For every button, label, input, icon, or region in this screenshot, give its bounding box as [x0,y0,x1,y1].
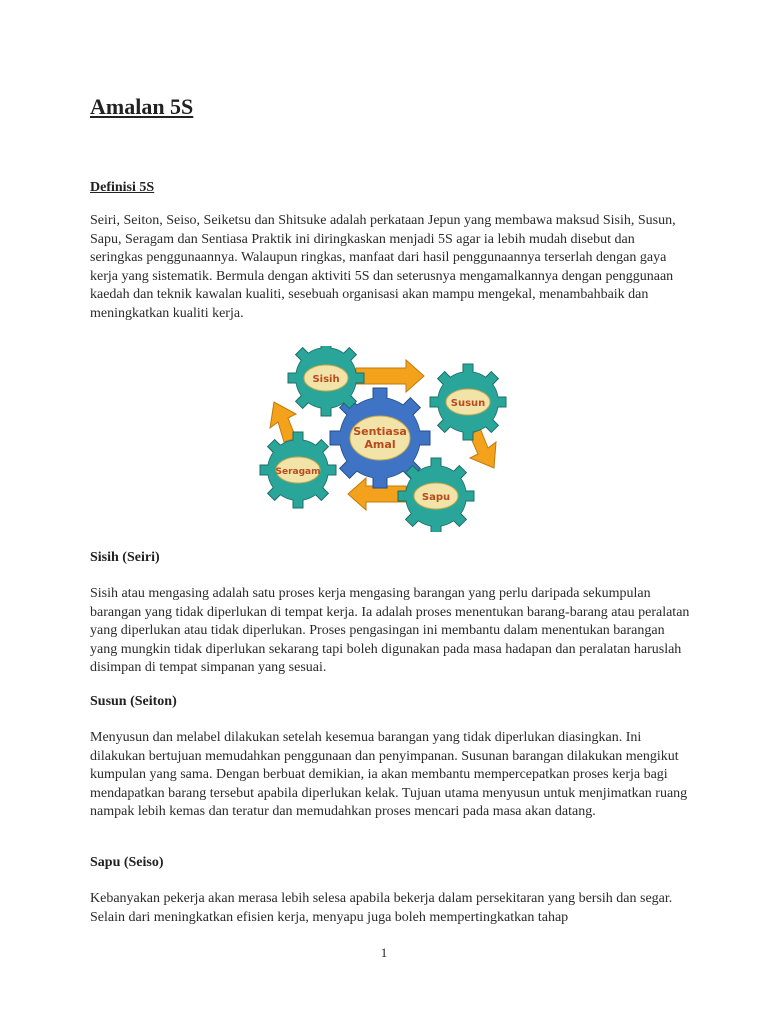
page-title: Amalan 5S [90,94,194,119]
gear-sisih [288,346,364,416]
definition-heading: Definisi 5S [90,180,155,195]
gear-susun [430,364,506,440]
arrow-seragam-to-sisih [270,402,296,442]
gear-seragam [260,432,336,508]
definition-paragraph: Seiri, Seiton, Seiso, Seiketsu dan Shitsuke adalah perkataan Jepun yang membawa maksud Sisih, Susun, Sapu, Seragam dan Sentiasa Praktik ini diringkaskan menjadi 5S agar ia lebih mudah disebut dan seringkas penggunaannya. Walaupun ringkas, manfaat dari hasil penggunaannya terserlah dengan gaya kerja yang sistematik. Bermula dengan aktiviti 5S dan seterusnya mengamalkannya dengan penggunaan kaedah dan teknik kawalan kualiti, sesebuah organisasi akan mampu mengekal, menambahbaik dan meningkatkan kualiti kerja. [90,213,676,321]
section-sapu-paragraph: Kebanyakan pekerja akan merasa lebih selesa apabila bekerja dalam persekitaran yang bersih dan segar. Selain dari meningkatkan efisien kerja, menyapu juga boleh mempertingkatkan tahap [90,891,673,925]
section-susun-heading: Susun (Seiton) [90,694,177,709]
center-label-1: Sentiasa [353,425,407,438]
center-label-2: Amal [364,438,396,451]
5s-cycle-diagram [256,346,518,532]
gear-sapu-label: Sapu [421,492,451,503]
gear-sisih-label: Sisih [312,374,340,385]
page-number: 1 [380,945,388,960]
section-sisih-paragraph: Sisih atau mengasing adalah satu proses kerja mengasing barangan yang perlu daripada sekumpulan barangan yang tidak diperlukan di tempat kerja. Ia adalah proses menentukan barang-barang atau peralatan yang diperlukan atau tidak diperlukan. Proses pengasingan ini membantu dalam menentukan barangan yang mungkin tidak diperlukan sekarang tapi boleh digunakan pada masa hadapan dan peralatan haruslah disimpan di tempat simpanan yang sesuai. [90,586,690,675]
arrow-susun-to-sapu [470,428,496,468]
section-sisih-heading: Sisih (Seiri) [90,550,160,565]
section-susun-paragraph: Menyusun dan melabel dilakukan setelah kesemua barangan yang tidak diperlukan diasingkan. Ini dilakukan bertujuan memudahkan penggunaan dan penyimpanan. Susunan barangan dilakukan mengikut kumpulan yang sama. Dengan berbuat demikian, ia akan membantu mempercepatkan proses kerja bagi mendapatkan barang tersebut apabila diperlukan kelak. Tujuan utama menyusun untuk menjimatkan ruang nampak lebih kemas dan teratur dan memudahkan proses mencari pada masa akan datang. [90,730,688,819]
gear-seragam-label: Seragam [275,467,321,477]
gear-susun-label: Susun [450,398,486,409]
gear-sapu [398,458,474,532]
arrow-sisih-to-susun [356,360,424,392]
section-sapu-heading: Sapu (Seiso) [90,855,164,870]
